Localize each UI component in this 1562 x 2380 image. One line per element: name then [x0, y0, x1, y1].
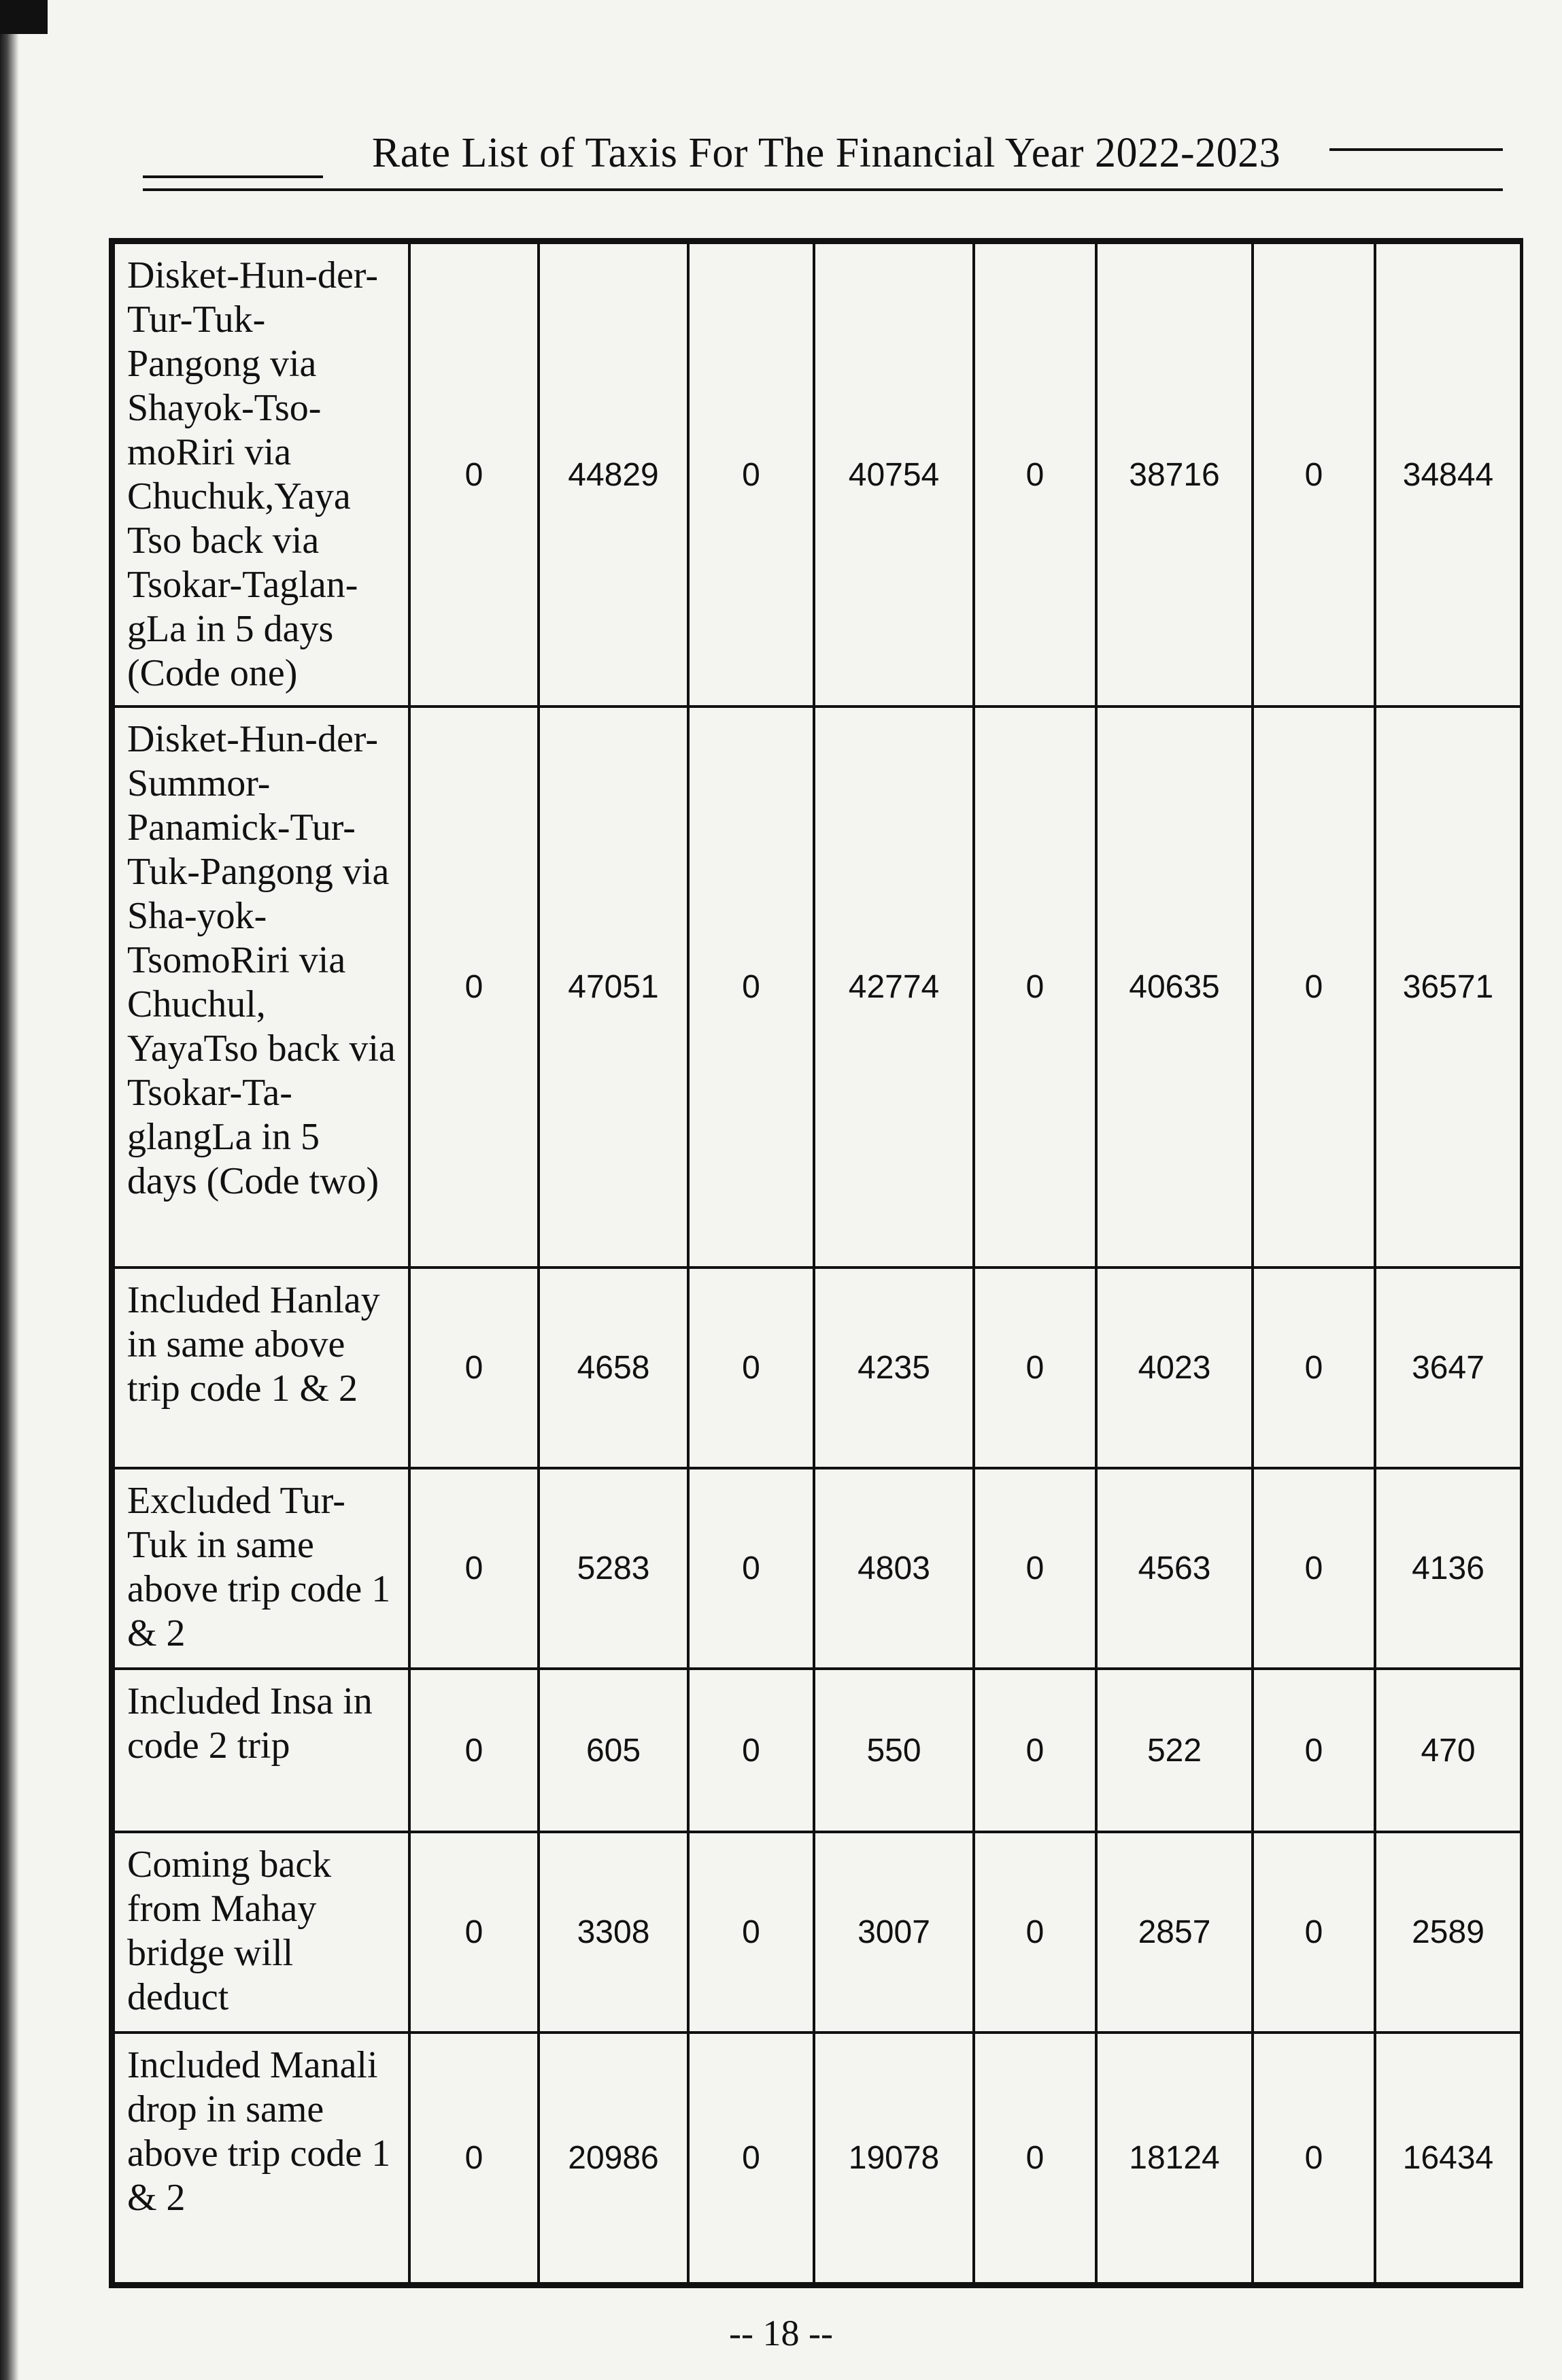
table-row: [114, 1268, 1521, 1468]
rate-cell: 0: [1253, 707, 1375, 1268]
rate-cell: 3647: [1375, 1268, 1521, 1468]
rate-cell: 0: [409, 1468, 539, 1669]
table-row: [114, 707, 1521, 1268]
rate-cell: 0: [1253, 1669, 1375, 1832]
route-description: Included Manali drop in same above trip code 1 & 2: [114, 2033, 409, 2283]
rate-cell: 42774: [814, 707, 974, 1268]
rate-cell: 18124: [1096, 2033, 1253, 2283]
rate-cell: 0: [688, 2033, 814, 2283]
rate-cell: 0: [688, 1268, 814, 1468]
rate-cell: 0: [688, 1832, 814, 2033]
rate-cell: 470: [1375, 1669, 1521, 1832]
book-spine-shadow: [0, 0, 19, 2380]
table-row: [114, 1468, 1521, 1669]
rate-cell: 4803: [814, 1468, 974, 1669]
rate-cell: 550: [814, 1669, 974, 1832]
table-row: [114, 1832, 1521, 2033]
rate-cell: 36571: [1375, 707, 1521, 1268]
rate-cell: 2589: [1375, 1832, 1521, 2033]
rate-cell: 4563: [1096, 1468, 1253, 1669]
rate-cell: 0: [974, 1669, 1096, 1832]
rate-cell: 3007: [814, 1832, 974, 2033]
rate-cell: 0: [1253, 243, 1375, 707]
rate-cell: 20986: [539, 2033, 688, 2283]
table-row: [114, 243, 1521, 707]
route-description: Included Insa in code 2 trip: [114, 1669, 409, 1832]
rate-cell: 0: [1253, 1268, 1375, 1468]
route-description: Included Hanlay in same above trip code 1 & 2: [114, 1268, 409, 1468]
rate-cell: 0: [409, 1832, 539, 2033]
page-title: Rate List of Taxis For The Financial Year 2022-2023: [371, 130, 1281, 176]
rate-cell: 522: [1096, 1669, 1253, 1832]
rate-cell: 0: [409, 2033, 539, 2283]
rate-cell: 4136: [1375, 1468, 1521, 1669]
table-row: [114, 2033, 1521, 2283]
rate-cell: 3308: [539, 1832, 688, 2033]
route-description: Coming back from Mahay bridge will deduct: [114, 1832, 409, 2033]
rate-cell: 4235: [814, 1268, 974, 1468]
rate-cell: 0: [409, 1268, 539, 1468]
rate-cell: 0: [688, 707, 814, 1268]
rate-cell: 0: [1253, 2033, 1375, 2283]
rate-cell: 38716: [1096, 243, 1253, 707]
rate-cell: 0: [688, 1468, 814, 1669]
page-header: [143, 122, 1503, 197]
rate-cell: 0: [974, 2033, 1096, 2283]
rate-cell: 16434: [1375, 2033, 1521, 2283]
rate-cell: 0: [688, 1669, 814, 1832]
route-description: Disket-Hun-der-Tur-Tuk-Pangong via Shayok-Tso-moRiri via Chuchuk,Yaya Tso back via Tsokar-Taglan-gLa in 5 days (Code one): [114, 243, 409, 707]
rate-cell: 4023: [1096, 1268, 1253, 1468]
rate-cell: 0: [974, 707, 1096, 1268]
rate-table: [112, 241, 1523, 2285]
rate-cell: 47051: [539, 707, 688, 1268]
rate-cell: 0: [974, 1268, 1096, 1468]
rate-cell: 0: [974, 1468, 1096, 1669]
table-row: [114, 1669, 1521, 1832]
rate-cell: 4658: [539, 1268, 688, 1468]
route-description: Disket-Hun-der-Summor-Panamick-Tur-Tuk-Pangong via Sha-yok-TsomoRiri via Chuchul, YayaTso back via Tsokar-Ta-glangLa in 5 days (Code two): [114, 707, 409, 1268]
rate-cell: 5283: [539, 1468, 688, 1669]
rate-cell: 0: [409, 707, 539, 1268]
rate-cell: 19078: [814, 2033, 974, 2283]
scan-edge-mark: [0, 0, 48, 34]
rate-cell: 44829: [539, 243, 688, 707]
route-description: Excluded Tur-Tuk in same above trip code 1 & 2: [114, 1468, 409, 1669]
rate-cell: 40635: [1096, 707, 1253, 1268]
rate-cell: 0: [409, 243, 539, 707]
rate-cell: 0: [409, 1669, 539, 1832]
rate-cell: 40754: [814, 243, 974, 707]
header-rule-left: [143, 175, 323, 178]
header-rule-under: [143, 188, 1503, 191]
rate-table-frame: [109, 238, 1523, 2288]
rate-cell: 34844: [1375, 243, 1521, 707]
rate-cell: 0: [974, 1832, 1096, 2033]
rate-cell: 0: [1253, 1832, 1375, 2033]
rate-cell: 2857: [1096, 1832, 1253, 2033]
rate-cell: 0: [1253, 1468, 1375, 1669]
rate-cell: 0: [688, 243, 814, 707]
rate-cell: 0: [974, 243, 1096, 707]
rate-cell: 605: [539, 1669, 688, 1832]
page-number: -- 18 --: [729, 2313, 833, 2353]
header-rule-right: [1329, 148, 1503, 151]
